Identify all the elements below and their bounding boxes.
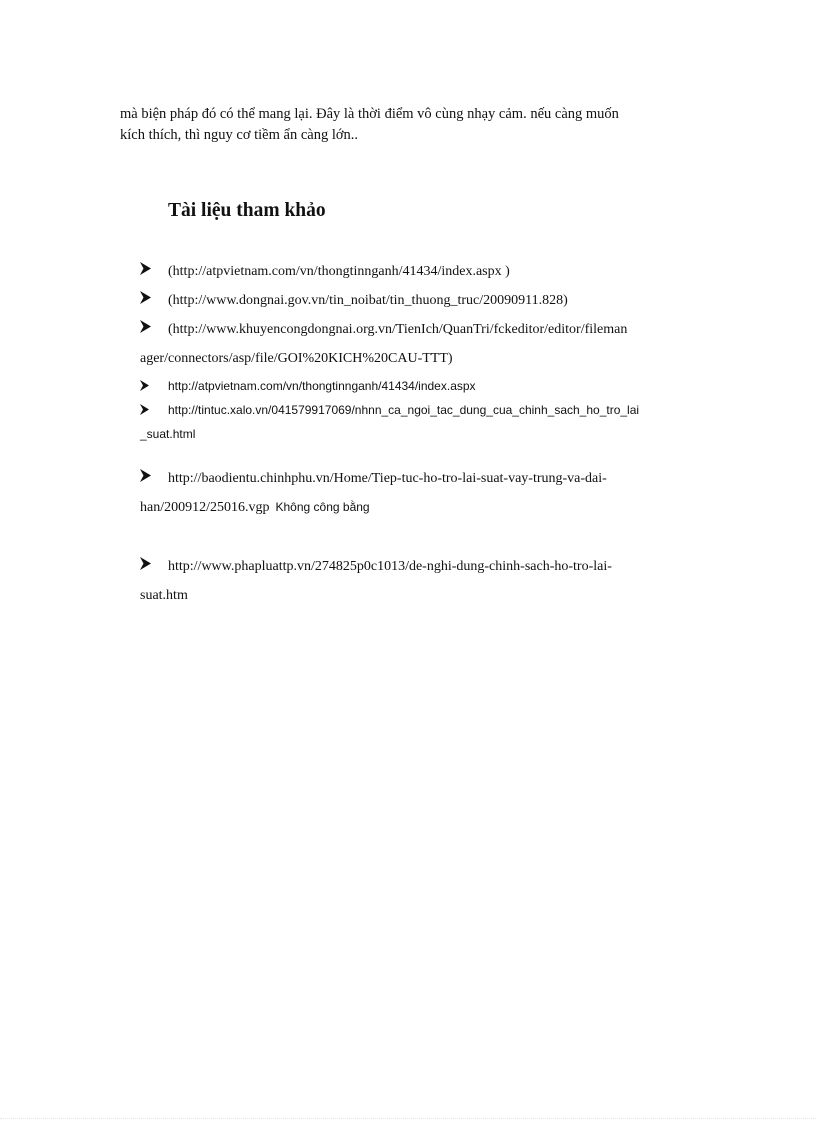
reference-item <box>140 374 685 398</box>
reference-link-continuation[interactable]: _suat.html <box>140 427 196 441</box>
page-bottom-rule <box>0 1118 816 1119</box>
arrowhead-bullet-icon <box>140 557 154 573</box>
reference-link-continuation[interactable]: ager/connectors/asp/file/GOI%20KICH%20CAU-TTT) <box>140 351 453 366</box>
reference-item <box>140 257 685 286</box>
arrowhead-bullet-icon <box>140 291 154 307</box>
arrowhead-bullet-icon <box>140 380 154 396</box>
reference-item <box>140 552 685 610</box>
reference-link[interactable]: (http://www.khuyencongdongnai.org.vn/TienIch/QuanTri/fckeditor/editor/fileman <box>168 322 628 337</box>
intro-paragraph <box>120 104 672 146</box>
arrowhead-bullet-icon <box>140 320 154 336</box>
reference-note: Không công bằng <box>275 500 370 514</box>
reference-link[interactable]: (http://atpvietnam.com/vn/thongtinnganh/41434/index.aspx ) <box>168 264 510 279</box>
reference-item <box>140 464 685 522</box>
arrowhead-bullet-icon <box>140 404 154 420</box>
reference-item <box>140 286 685 315</box>
reference-link-continuation[interactable]: suat.htm <box>140 588 188 603</box>
intro-line: mà biện pháp đó có thể mang lại. Đây là thời điểm vô cùng nhạy cảm. nếu càng muốn <box>120 106 619 122</box>
reference-link[interactable]: http://baodientu.chinhphu.vn/Home/Tiep-tuc-ho-tro-lai-suat-vay-trung-va-dai- <box>168 471 607 486</box>
reference-link-continuation[interactable]: han/200912/25016.vgp <box>140 500 270 515</box>
reference-link[interactable]: http://www.phapluattp.vn/274825p0c1013/de-nghi-dung-chinh-sach-ho-tro-lai- <box>168 559 612 574</box>
reference-link[interactable]: http://tintuc.xalo.vn/041579917069/nhnn_ca_ngoi_tac_dung_cua_chinh_sach_ho_tro_lai <box>168 403 640 417</box>
arrowhead-bullet-icon <box>140 262 154 278</box>
reference-item <box>140 398 685 446</box>
reference-link[interactable]: http://atpvietnam.com/vn/thongtinnganh/41434/index.aspx <box>168 379 476 393</box>
reference-link[interactable]: (http://www.dongnai.gov.vn/tin_noibat/tin_thuong_truc/20090911.828) <box>168 293 568 308</box>
intro-line: kích thích, thì nguy cơ tiềm ẩn càng lớn.. <box>120 127 359 143</box>
references-heading: Tài liệu tham khảo <box>168 200 326 221</box>
arrowhead-bullet-icon <box>140 469 154 485</box>
reference-item <box>140 315 685 373</box>
